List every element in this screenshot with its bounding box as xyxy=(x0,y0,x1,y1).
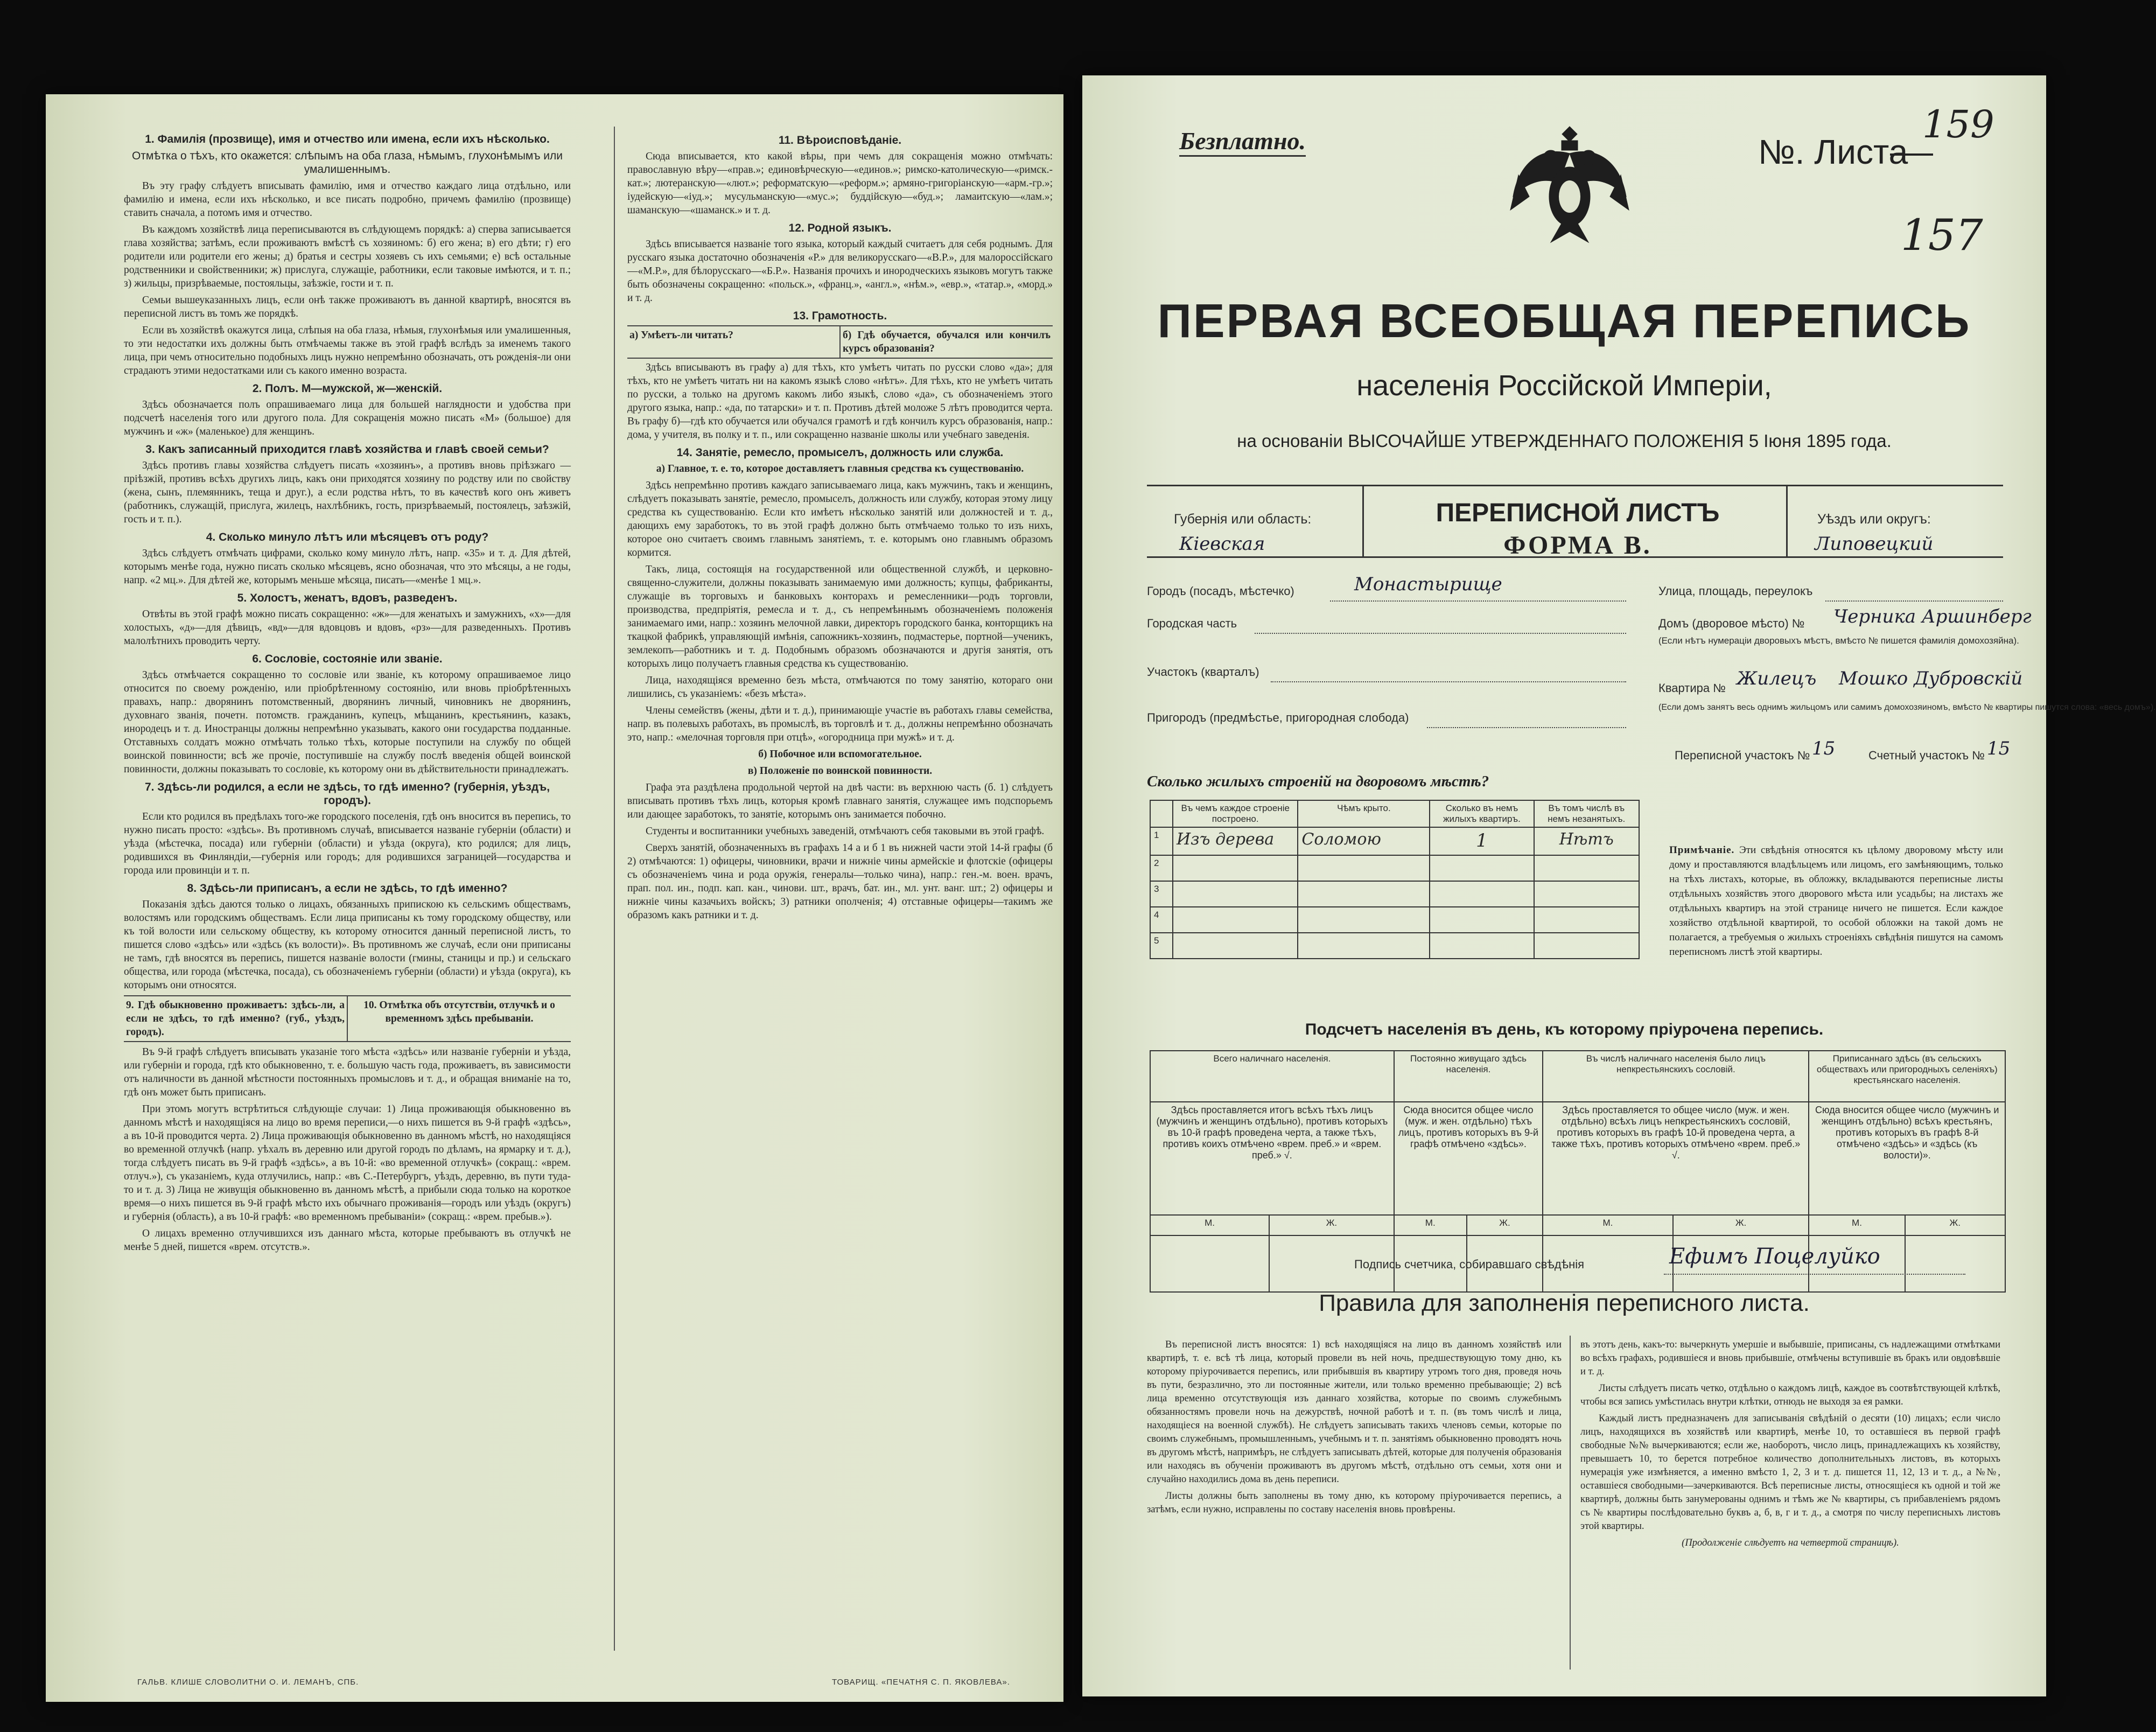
female-header: Ж. xyxy=(1905,1215,2005,1235)
column-divider xyxy=(614,127,615,1651)
buildings-header: Сколько въ немъ жилыхъ квартиръ. xyxy=(1430,800,1534,827)
buildings-header: Въ чемъ каждое строеніе построено. xyxy=(1173,800,1298,827)
female-header: Ж. xyxy=(1269,1215,1394,1235)
paragraph: Здѣсь противъ главы хозяйства слѣдуетъ писать «хозяинъ», а противъ вновь пріѣзжаго — пріѣзжій, противъ всѣхъ другихъ лицъ, какъ они приходятся хозяину по родству или по свойству (жена, сынъ, племянникъ, теща и друг.), а если родства нѣтъ, то въ качествѣ кого онъ живетъ (работникъ, служащій, прислуга, жилецъ, нахлѣбникъ, гость, призрѣваемый, постоялецъ, заѣзжій, гость и т. п.). xyxy=(124,460,571,525)
table-row xyxy=(1150,907,1639,933)
building-empty xyxy=(1534,907,1639,933)
section-9-title: 9. Гдѣ обыкновенно проживаетъ: здѣсь-ли, а если не здѣсь, то гдѣ именно? (губ., уѣздъ, городъ). xyxy=(124,996,348,1041)
building-material xyxy=(1173,881,1298,907)
table-row xyxy=(1150,881,1639,907)
building-roof xyxy=(1298,907,1430,933)
uezd-value: Липовецкий xyxy=(1815,533,1934,555)
buildings-table xyxy=(1150,800,1640,959)
building-material xyxy=(1173,907,1298,933)
section-6-title: 6. Сословіе, состояніе или званіе. xyxy=(252,653,443,665)
building-empty xyxy=(1534,933,1639,959)
section-1-title: 1. Фамилія (прозвище), имя и отчество или имена, если ихъ нѣсколько. xyxy=(145,133,550,145)
rules-divider xyxy=(1570,1336,1571,1670)
house-label: Домъ (дворовое мѣсто) № xyxy=(1658,617,1805,630)
population-desc: Здѣсь проставляется итогъ всѣхъ тѣхъ лицъ (мужчинъ и женщинъ отдѣльно), противъ которыхъ въ 10-й графѣ проведена черта, а также тѣхъ, противъ коихъ отмѣчено «врем. преб.» и «врем. преб.» √. xyxy=(1150,1102,1394,1215)
buildings-note xyxy=(1669,843,2003,959)
section-9-10-header xyxy=(124,995,571,1042)
population-header: Всего наличнаго населенія. xyxy=(1150,1051,1394,1102)
paragraph: Здѣсь непремѣнно противъ каждаго записываемаго лица, какъ мужчинъ, такъ и женщинъ, слѣдуетъ показывать занятіе, ремесло, промыселъ, должность или службу, которая этому лицу средства къ существованію. Если кто имѣетъ нѣсколько занятій или должностей и т. д., дающихъ ему заработокъ, то въ этой графѣ должно быть отмѣчаемо только то изъ нихъ, которое оно считаетъ своимъ главнымъ занятіемъ, т. е. которымъ оно главнымъ образомъ кормится. xyxy=(627,480,1053,558)
building-roof xyxy=(1298,933,1430,959)
male-header: М. xyxy=(1809,1215,1905,1235)
population-desc: Сюда вносится общее число (муж. и жен. отдѣльно) тѣхъ лицъ, противъ которыхъ въ 9-й графѣ отмѣчено «здѣсь». xyxy=(1394,1102,1543,1215)
paragraph: Сюда вписывается, кто какой вѣры, при чемъ для сокращенія можно отмѣчать: православную вѣру—«прав.»; единовѣрческую—«единов.»; римско-католическую—«римск.-кат.»; лютеранскую—«лют.»; реформатскую—«реформ.»; армяно-григоріанскую—«арм.-гр.»; іудейскую—«іуд.»; мусульманскую—«мус.»; буддійскую—«буд.»; ламаитскую—«лам.»; шаманскую—«шаманск.» и т. д. xyxy=(627,151,1053,216)
apartment-note: (Если домъ занятъ весь однимъ жильцомъ или самимъ домохозяиномъ, вмѣсто № квартиры пишутся слова: «весь домъ»). xyxy=(1658,703,2156,712)
building-apartments xyxy=(1430,855,1534,881)
section-13b: б) Гдѣ обучается, обучался или кончилъ курсъ образованія? xyxy=(843,330,1051,354)
rules-continued: (Продолженіе слѣдуетъ на четвертой страницѣ). xyxy=(1682,1538,1899,1548)
paragraph: Если въ хозяйствѣ окажутся лица, слѣпыя на оба глаза, нѣмыя, глухонѣмыя или умалишенныя, то эти недостатки ихъ должны быть отмѣчаемы также въ этой графѣ вслѣдъ за именемъ такого лица, при чемъ относительно подобныхъ лицъ нужно непремѣнно обозначать, отъ рожденія-ли они страдаютъ этими недостатками или съ какого именно возраста. xyxy=(124,325,571,376)
population-header-row xyxy=(1150,1051,2005,1102)
population-title: Подсчетъ населенія въ день, къ которому пріурочена перепись. xyxy=(1305,1021,1824,1038)
census-basis: на основаніи ВЫСОЧАЙШЕ УТВЕРЖДЕННАГО ПОЛОЖЕНІЯ 5 Іюня 1895 года. xyxy=(1237,431,1892,451)
section-10-title: 10. Отмѣтка объ отсутствіи, отлучкѣ и о временномъ здѣсь пребываніи. xyxy=(363,1000,555,1024)
value-cell xyxy=(1150,1235,1269,1292)
building-apartments xyxy=(1430,907,1534,933)
paragraph: Здѣсь обозначается полъ опрашиваемаго лица для большей наглядности и удобства при подсчетѣ населенія того или другого пола. Для сокращенія можно писать «М» (большое) для мужчинъ и «ж» (маленькое) для женщинъ. xyxy=(124,399,571,437)
paragraph: Листы должны быть заполнены въ тому дню, къ которому пріурочивается перепись, а затѣмъ, если нужно, исправлены по составу населенія вновь провѣрены. xyxy=(1147,1491,1562,1515)
section-14c: в) Положеніе по воинской повинности. xyxy=(747,765,933,777)
table-row xyxy=(1150,827,1639,855)
paragraph: Въ переписной листъ вносятся: 1) всѣ находящіяся на лицо въ данномъ хозяйствѣ или квартирѣ, т. е. всѣ тѣ лица, который провели въ ней ночь, предшествующую тому дню, къ которому пріурочивается перепись, или прибывшія въ квартиру утромъ того дня, проведя ночь въ пути, безразлично, это ли постоянные жители, или только временно пребывающіе; 2) всѣ лица временно отсутствующія изъ даннаго хозяйства, которые по своимъ служебнымъ обязанностямъ провели ночь на дежурствѣ, ночной работѣ и т. п. (въ томъ числѣ и лица, находящіеся на военной службѣ). Не слѣдуетъ записывать такихъ членовъ семьи, которые по своимъ служебнымъ, промышленнымъ, учебнымъ и т. п. занятіямъ обыкновенно проводятъ ночь въ другомъ мѣстѣ, напримѣръ, не слѣдуетъ записывать дѣтей, которые для полученія образованія или находясь въ обученіи проживаютъ въ другомъ мѣстѣ, отдѣльно отъ семьи, хотя они и случайно находились дома въ день переписи. xyxy=(1147,1339,1562,1485)
signature-label: Подпись счетчика, собиравшаго свѣдѣнія xyxy=(1354,1258,1585,1271)
free-stamp: Безплатно. xyxy=(1179,127,1306,157)
imperial-eagle-emblem xyxy=(1508,116,1632,245)
signature-value: Ефимъ Поцелуйко xyxy=(1669,1244,1880,1269)
street-label: Улица, площадь, переулокъ xyxy=(1658,584,1813,598)
census-area-label: Переписной участокъ № xyxy=(1675,749,1810,762)
population-header: Постоянно живущаго здѣсь населенія. xyxy=(1394,1051,1543,1102)
paragraph: Здѣсь вписывается названіе того языка, который каждый считаетъ для себя роднымъ. Для русскаго языка достаточно обозначенія «Р.» для великорусскаго—«В.Р.», для малороссійскаго—«М.Р.», для бѣлорусскаго—«Б.Р.». Названія прочихъ и инородческихъ языковъ могутъ также быть обозначены сокращенно: «польск.», «франц.», «англ.», «нѣм.», «евр.», «татар.», «морд.» и т. д. xyxy=(627,239,1053,304)
building-material xyxy=(1173,933,1298,959)
female-header: Ж. xyxy=(1467,1215,1543,1235)
value-cell xyxy=(1905,1235,2005,1292)
section-12-title: 12. Родной языкъ. xyxy=(788,222,892,234)
row-number: 1 xyxy=(1150,827,1173,855)
city-value: Монастырище xyxy=(1354,574,1502,595)
quarter-label: Участокъ (кварталъ) xyxy=(1147,665,1259,679)
paragraph: Въ эту графу слѣдуетъ вписывать фамилію, имя и отчество каждаго лица отдѣльно, или фамилію и имена, если ихъ нѣсколько, и все писать подробно, причемъ фамилію (прозвище) ставить сначала, а потомъ имя и отчество. xyxy=(124,180,571,219)
district-underline xyxy=(1255,633,1626,634)
buildings-header: Чѣмъ крыто. xyxy=(1298,800,1430,827)
female-header: Ж. xyxy=(1673,1215,1809,1235)
signature-underline xyxy=(1664,1274,1965,1275)
census-subtitle: населенія Россійской Имперіи, xyxy=(1356,369,1772,402)
section-5-title: 5. Холостъ, женатъ, вдовъ, разведенъ. xyxy=(237,592,458,604)
population-desc: Здѣсь проставляется то общее число (муж. и жен. отдѣльно) всѣхъ лицъ непкрестьянскихъ сословій, противъ которыхъ въ графѣ 10-й проведена черта, а также тѣхъ, противъ которыхъ отмѣчено «врем. преб.» √. xyxy=(1543,1102,1809,1215)
suburb-underline xyxy=(1427,727,1626,728)
section-14-title: 14. Занятіе, ремесло, промыселъ, должность или служба. xyxy=(676,446,1004,459)
paragraph: въ этотъ день, какъ-то: вычеркнуть умершіе и выбывшіе, приписаны, съ надлежащими отмѣтками во всѣхъ графахъ, родившіеся и вновь прибывшіе, отмѣчены вступившіе въ бракъ или овдовѣвшіе и т. д. xyxy=(1580,1339,2000,1377)
population-header: Въ числѣ наличнаго населенія было лицъ непкрестьянскихъ сословій. xyxy=(1543,1051,1809,1102)
section-7-title: 7. Здѣсь-ли родился, а если не здѣсь, то гдѣ именно? (губернія, уѣздъ, городъ). xyxy=(144,781,550,807)
sheet-number-label: №. Листа xyxy=(1758,132,1908,171)
building-roof: Соломою xyxy=(1298,827,1430,855)
house-value: Черника Аршинберг xyxy=(1833,606,2032,627)
printer-footer-left: ГАЛЬВ. КЛИШЕ СЛОВОЛИТНИ О. И. ЛЕМАНЪ, СПБ. xyxy=(137,1678,359,1687)
table-row xyxy=(1150,855,1639,881)
count-area-value: 15 xyxy=(1987,738,2011,759)
census-area-value: 15 xyxy=(1812,738,1836,759)
buildings-header-row xyxy=(1150,800,1639,827)
paragraph: Здѣсь отмѣчается сокращенно то сословіе или званіе, къ которому опрашиваемое лицо относится по своему рожденію, или пріобрѣтенному состоянію, или вновь пріобрѣтенныхъ правахъ, напр.: дворянинъ потомственный, дворянинъ личный, чиновникъ не дворянинъ, духовнаго званія, почетн. потомств. гражданинъ, купецъ, мѣщанинъ, крестьянинъ, казакъ, инородецъ и т. д. Иностранцы должны непремѣнно указывать, какого они государства подданные. Отставныхъ солдатъ можно отмѣчать только тѣхъ, которые поступили на службу по общей воинской повинности; всѣ же прочіе, поступившіе на службу послѣ введенія общей воинской повинности, должны показывать то сословіе, къ которому они въ дѣйствительности принадлежатъ. xyxy=(124,669,571,775)
building-apartments xyxy=(1430,881,1534,907)
building-material xyxy=(1173,855,1298,881)
street-underline xyxy=(1825,600,2003,602)
district-label: Городская часть xyxy=(1147,617,1237,630)
paragraph: Отвѣты въ этой графѣ можно писать сокращенно: «ж»—для женатыхъ и замужнихъ, «х»—для холостыхъ, «д»—для дѣвицъ, «вд»—для вдовцовъ и вдовъ, «рз»—для разведенныхъ. Противъ малолѣтнихъ проводить черту. xyxy=(124,609,571,647)
quarter-underline xyxy=(1271,681,1626,682)
section-13a: а) Умѣетъ-ли читать? xyxy=(627,326,841,358)
paragraph: Графа эта раздѣлена продольной чертой на двѣ части: въ верхнюю часть (б. 1) слѣдуетъ вписывать противъ тѣхъ лицъ, которыя кромѣ главнаго занятія, служащее имъ подспорьемъ или дающее заработокъ, то занятіе, которымъ онъ занимается побочно. xyxy=(627,782,1053,820)
left-page xyxy=(46,94,1063,1702)
sheet-number-value: 159 xyxy=(1922,102,1994,146)
rules-title: Правила для заполненія переписного листа. xyxy=(1319,1290,1810,1316)
building-material: Изъ дерева xyxy=(1173,827,1298,855)
paragraph: При этомъ могутъ встрѣтиться слѣдующіе случаи: 1) Лица проживающія обыкновенно въ данномъ мѣстѣ и находящіяся на лицо во время переписи,—о нихъ пишется въ 9-й графѣ «здѣсь», а въ 10-й проводится черта. 2) Лица проживающія обыкновенно въ данномъ мѣстѣ, но находящіяся во временной отлучкѣ (напр. уѣхалъ въ деревню или другой городъ по дѣламъ, на ярмарку и т. д.), тогда слѣдуетъ писать въ 9-й графѣ «здѣсь», а въ 10-й: «во временной отлучкѣ» (сокращ.: «врем. отлуч.»), съ указаніемъ, куда отлучились, напр.: «въ С.-Петербургъ, уѣздъ, деревню, въ пути туда-то и т. д. 3) Лица не живущія обыкновенно въ данномъ мѣстѣ, а прибыли сюда только на короткое время—о нихъ пишется въ 9-й графѣ мѣсто ихъ обычнаго проживанія—городъ или уѣздъ (округъ) и губернія (область), а въ 10-й графѣ: «во временномъ пребываніи» (сокращ.: «врем. пребыв.»). xyxy=(124,1104,571,1223)
section-4-title: 4. Сколько минуло лѣтъ или мѣсяцевъ отъ роду? xyxy=(206,531,489,543)
population-mf-row xyxy=(1150,1215,2005,1235)
section-14b: б) Побочное или вспомогательное. xyxy=(758,749,922,760)
building-empty xyxy=(1534,855,1639,881)
right-page xyxy=(1082,75,2156,1696)
row-number: 3 xyxy=(1150,881,1173,907)
table-row xyxy=(1150,933,1639,959)
paragraph: Члены семействъ (жены, дѣти и т. д.), принимающіе участіе въ работахъ главы семейства, напр. въ полевыхъ работахъ, въ промыслѣ, въ торговлѣ и т. д., должны непремѣнно обозначать это, напр.: «мелочная торговля при отцѣ», «огородница при мужѣ» и т. д. xyxy=(627,705,1053,743)
uezd-label: Уѣздъ или округъ: xyxy=(1817,512,1931,527)
building-empty xyxy=(1534,881,1639,907)
rules-right-column xyxy=(1580,1338,2000,1683)
building-empty: Нѣтъ xyxy=(1534,827,1639,855)
section-13-subheader xyxy=(627,325,1053,359)
census-title: ПЕРВАЯ ВСЕОБЩАЯ ПЕРЕПИСЬ xyxy=(1157,294,1971,347)
left-column-2 xyxy=(627,129,1053,1670)
building-roof xyxy=(1298,881,1430,907)
paragraph: О лицахъ временно отлучившихся изъ даннаго мѣста, которые пребываютъ въ отлучкѣ не менѣе 5 дней, пишется «врем. отсутств.». xyxy=(124,1228,571,1253)
building-apartments xyxy=(1430,933,1534,959)
row-number: 2 xyxy=(1150,855,1173,881)
gubernia-value: Кіевская xyxy=(1179,533,1265,555)
sheet-number-alt: 157 xyxy=(1901,210,1983,260)
paragraph: Здѣсь вписываютъ въ графу а) для тѣхъ, кто умѣетъ читать по русски слово «да»; для тѣхъ, кто не умѣетъ читать ни на какомъ языкѣ слово «нѣтъ». Для тѣхъ, кто не умѣетъ читать по русски, а только на другомъ какомъ либо языкѣ, слово «да», съ обозначеніемъ этого другого языка, напр.: «да, по татарски» и т. п. Противъ дѣтей моложе 5 лѣтъ проводится черта. Въ графу б)—гдѣ кто обучается или обучался грамотѣ и гдѣ кончилъ курсъ образованія, напр.: дома, у учителя, въ полку и т. п., или сокращенно названіе школы или учебнаго заведенія. xyxy=(627,362,1053,441)
paragraph: Здѣсь слѣдуетъ отмѣчать цифрами, сколько кому минуло лѣтъ, напр. «35» и т. д. Для дѣтей, которымъ менѣе года, нужно писать сколько мѣсяцевъ, ясно обозначая, что это мѣсяцы, а не годы, напр. «2 мц.». Для дѣтей же, которымъ меньше мѣсяца, писать—«менѣе 1 мц.». xyxy=(124,548,571,586)
printer-footer-right: ТОВАРИЩ. «ПЕЧАТНЯ С. П. ЯКОВЛЕВА». xyxy=(832,1678,1010,1687)
city-underline xyxy=(1330,600,1626,602)
sheet-number-struck xyxy=(1890,153,1933,156)
section-8-title: 8. Здѣсь-ли приписанъ, а если не здѣсь, то гдѣ именно? xyxy=(187,882,508,895)
section-14a: а) Главное, т. е. то, которое доставляетъ главныя средства къ существованію. xyxy=(656,463,1024,474)
building-apartments: 1 xyxy=(1430,827,1534,855)
paragraph: Въ 9-й графѣ слѣдуетъ вписывать указаніе того мѣста «здѣсь» или названіе губерніи и уѣзда, или губерніи и города, гдѣ кто обыкновенно, т. е. большую часть года, проживаетъ, въ зависимости отъ наличности въ данной мѣстности постоянныхъ промысловъ и т. д., и обращая вниманіе на то, гдѣ онъ может быть приписанъ. xyxy=(124,1046,571,1098)
house-note: (Если нѣтъ нумераціи дворовыхъ мѣстъ, вмѣсто № пишется фамилія домохозяйна). xyxy=(1658,635,2019,646)
male-header: М. xyxy=(1394,1215,1467,1235)
rules-left-column xyxy=(1147,1338,1562,1683)
paragraph: Лица, находящіяся временно безъ мѣста, отмѣчаются по тому занятію, котораго они лишились, съ указаніемъ: «безъ мѣста». xyxy=(627,675,1053,700)
population-desc: Сюда вносится общее число (мужчинъ и женщинъ отдѣльно) всѣхъ крестьянъ, противъ которыхъ въ графѣ 8-й отмѣчено «здѣсь» и «здѣсь (къ волости)». xyxy=(1809,1102,2005,1215)
male-header: М. xyxy=(1150,1215,1269,1235)
section-3-title: 3. Какъ записанный приходится главѣ хозяйства и главѣ своей семьи? xyxy=(145,443,549,456)
count-area-label: Счетный участокъ № xyxy=(1868,749,1985,762)
paragraph: Показанія здѣсь даются только о лицахъ, обязанныхъ припискою къ сельскимъ обществамъ, волостямъ или городскимъ обществамъ. Если лица приписаны къ тому городскому обществу, или къ той волости или сельскому обществу, къ которому относится данный переписной листъ, то пишется слово «здѣсь» или «здѣсь (къ волости)». Въ противномъ же случаѣ, если они приписаны не тамъ, гдѣ вносятся въ перепись, пишется названіе волости (гмины, станицы и пр.) и сельскаго общества, или города (мѣстечка, посада), съ обозначеніемъ губерніи (области) и уѣзда (округа), къ которымъ они относятся. xyxy=(124,899,571,991)
building-roof xyxy=(1298,855,1430,881)
form-title: ПЕРЕПИСНОЙ ЛИСТЪ xyxy=(1436,499,1720,527)
paragraph: Такъ, лица, состоящія на государственной или общественной службѣ, и церковно-священно-служители, должны показывать занимаемую ими должность; купцы, фабриканты, служащіе въ торговыхъ и банковыхъ конторахъ и ремесленники—родъ торговли, производства, предпріятія, ремесла и т. д., съ непремѣннымъ обозначеніемъ положенія занимаемаго ими, напр.: хозяинъ мелочной лавки, директоръ городского банка, конторщикъ на ткацкой фабрикѣ, управляющій имѣнія, сапожникъ-хозяинъ, подмастерье, портной—ученикъ, землекопъ—работникъ и т. д. Подобнымъ образомъ обозначаются и другія занятія, отъ которыхъ лицо получаетъ главныя средства къ существованію. xyxy=(627,564,1053,669)
note-title: Примѣчаніе. xyxy=(1669,844,1735,856)
section-11-title: 11. Вѣроисповѣданіе. xyxy=(778,134,902,146)
population-header: Приписаннаго здѣсь (въ сельскихъ обществахъ или пригородныхъ селеніяхъ) крестьянскаго населенія. xyxy=(1809,1051,2005,1102)
male-header: М. xyxy=(1543,1215,1672,1235)
buildings-header: Въ томъ числѣ въ немъ незанятыхъ. xyxy=(1534,800,1639,827)
section-1-subtitle: Отмѣтка о тѣхъ, кто окажется: слѣпымъ на оба глаза, нѣмымъ, глухонѣмымъ или умалишеннымъ. xyxy=(131,150,563,176)
paragraph: Если кто родился въ предѣлахъ того-же городского поселенія, гдѣ онъ вносится въ перепись, то нужно писать просто: «здѣсь». Въ противномъ случаѣ, вписывается названіе губерніи (области) и уѣзда (мѣстечка, посада) или губерніи (области) и уѣзда (округа), кто родился; для лицъ, родившихся въ Финляндіи,—губернія или городъ; для родившихся заграницей—государства и города или провинціи и т. п. xyxy=(124,811,571,876)
paragraph: Листы слѣдуетъ писать четко, отдѣльно о каждомъ лицѣ, каждое въ соотвѣтствующей клѣткѣ, чтобы вся запись умѣстилась внутри клѣтки, отнюдь не выходя за ея рамки. xyxy=(1580,1383,2000,1407)
section-13-title: 13. Грамотность. xyxy=(793,310,887,322)
buildings-title: Сколько жилыхъ строеній на дворовомъ мѣстѣ? xyxy=(1147,773,1489,790)
section-2-title: 2. Полъ. М—мужской, ж—женскій. xyxy=(252,382,443,395)
apartment-value: Жилецъ xyxy=(1737,668,1817,689)
apartment-owner: Мошко Дубровскій xyxy=(1839,668,2023,689)
paragraph: Каждый листъ предназначенъ для записыванія свѣдѣній о десяти (10) лицахъ; если число лицъ, находящихся въ хозяйствѣ или квартирѣ, менѣе 10, то оставшіеся въ первой графѣ свободные №№ вычеркиваются; если же, наоборотъ, число лицъ, принадлежащихъ къ хозяйству, превышаетъ 10, то берется потребное количество дополнительныхъ листовъ, въ которыхъ нумерація уже измѣняется, а именно вмѣсто 1, 2, 3 и т. д. пишется 11, 12, 13 и т. д., а №№, оставшіеся свободными—зачеркиваются. Всѣ переписные листы, относящіеся къ одной и той же квартирѣ, должны быть занумерованы однимъ и тѣмъ же № квартиры, съ прибавленіемъ рядомъ съ № квартиры послѣдовательно буквъ а, б, в, г и т. д., а смотря по числу переписныхъ листовъ этой квартиры. xyxy=(1580,1413,2000,1532)
form-letter: ФОРМА В. xyxy=(1503,531,1652,560)
paragraph: Въ каждомъ хозяйствѣ лица переписываются въ слѣдующемъ порядкѣ: а) сперва записывается глава хозяйства; затѣмъ, если проживаютъ вмѣстѣ съ хозяиномъ: б) его жена; в) его дѣти; г) его родители или родители его жены; д) братья и сестры хозяевъ съ ихъ семьями; е) всѣ остальные родственники и свойственники; ж) прислуга, служащіе, работники, если таковые имѣются, и т. п.; з) жильцы, призрѣваемые, постояльцы, заѣзжіе, гости и т. п. xyxy=(124,224,571,289)
paragraph: Сверхъ занятій, обозначенныхъ въ графахъ 14 а и б 1 въ нижней части этой 14-й графы (б 2) отмѣчаются: 1) офицеры, чиновники, врачи и нижніе чины армейскіе и флотскіе (офицеры съ обозначеніемъ чина и рода оружія, генералы—только чина), напр.: ген.-м. воен. врачъ, прап. пол. ин., подп. кап. кан., чинови. шт., врачъ, бат. ин., мл. унт. ванг. шт.; 2) офицеры и нижніе чины казачьихъ войскъ; 3) ратники ополченія; 4) отставные офицеры—такимъ же образомъ какъ ратники и т. д. xyxy=(627,842,1053,921)
paragraph: Студенты и воспитанники учебныхъ заведеній, отмѣчаютъ себя таковыми въ этой графѣ. xyxy=(646,826,1045,837)
gubernia-label: Губернія или область: xyxy=(1174,512,1312,527)
row-number: 5 xyxy=(1150,933,1173,959)
apartment-label: Квартира № xyxy=(1658,681,1726,695)
note-text: Эти свѣдѣнія относятся къ цѣлому дворовому мѣсту или дому и проставляются владѣльцемъ или лицомъ, его замѣняющимъ, только на тѣхъ листахъ, которые, въ обложку, вкладываются переписные листы отдѣльныхъ хозяйствъ этого дворового мѣста или усадьбы; на листахъ же отдѣльныхъ квартиръ на этой странице ничего не пишется. Если каждое хозяйство отдѣльной квартирой, то особой обложки на такой домъ не полагается, а требуемыя о жилыхъ строеніяхъ свѣдѣнія пишутся на самомъ переписномъ листѣ этой квартиры. xyxy=(1669,844,2003,958)
population-desc-row xyxy=(1150,1102,2005,1215)
paragraph: Семьи вышеуказанныхъ лицъ, если онѣ также проживаютъ въ данной квартирѣ, вносятся въ переписной листъ въ томъ же порядкѣ. xyxy=(124,295,571,319)
left-column-1 xyxy=(124,129,571,1670)
row-number: 4 xyxy=(1150,907,1173,933)
city-label: Городъ (посадъ, мѣстечко) xyxy=(1147,584,1294,598)
suburb-label: Пригородъ (предмѣстье, пригородная слобода) xyxy=(1147,711,1409,724)
